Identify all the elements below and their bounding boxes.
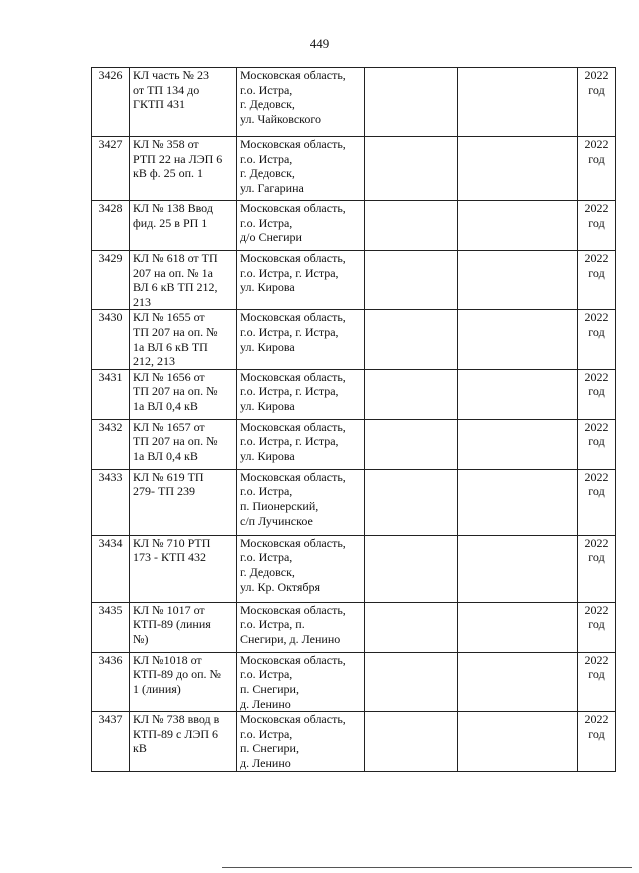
empty-cell [365,201,458,251]
row-number: 3426 [92,68,130,137]
empty-cell [458,369,578,419]
table-row [92,369,616,419]
year-cell: 2022 год [578,68,616,137]
object-address: Московская область, г.о. Истра, г. Истра, ул. Кирова [237,419,365,469]
empty-cell [458,310,578,369]
row-number: 3431 [92,369,130,419]
empty-cell [365,652,458,711]
year-cell: 2022 год [578,310,616,369]
row-number: 3433 [92,469,130,535]
object-address: Московская область, г.о. Истра, п. Пионерский, с/п Лучинское [237,469,365,535]
empty-cell [458,712,578,771]
object-name: КЛ №1018 от КТП-89 до оп. № 1 (линия) [130,652,237,711]
object-name: КЛ № 1655 от ТП 207 на оп. № 1а ВЛ 6 кВ ТП 212, 213 [130,310,237,369]
row-number: 3427 [92,137,130,201]
year-cell: 2022 год [578,602,616,652]
year-cell: 2022 год [578,369,616,419]
empty-cell [365,419,458,469]
table-row [92,251,616,310]
page-number: 449 [309,36,330,51]
row-number: 3434 [92,535,130,602]
object-name: КЛ № 619 ТП 279- ТП 239 [130,469,237,535]
object-address: Московская область, г.о. Истра, г. Истра, ул. Кирова [237,251,365,310]
object-name: КЛ часть № 23 от ТП 134 до ГКТП 431 [130,68,237,137]
empty-cell [365,310,458,369]
object-name: КЛ № 358 от РТП 22 на ЛЭП 6 кВ ф. 25 оп. 1 [130,137,237,201]
object-address: Московская область, г.о. Истра, п. Снегири, д. Ленино [237,602,365,652]
empty-cell [365,602,458,652]
object-address: Московская область, г.о. Истра, п. Снегири, д. Ленино [237,652,365,711]
year-cell: 2022 год [578,419,616,469]
table-row [92,68,616,137]
object-address: Московская область, г.о. Истра, г. Дедовск, ул. Гагарина [237,137,365,201]
row-number: 3429 [92,251,130,310]
table-row [92,201,616,251]
table-row [92,535,616,602]
table-row [92,712,616,771]
row-number: 3436 [92,652,130,711]
table-row [92,137,616,201]
object-name: КЛ № 1656 от ТП 207 на оп. № 1а ВЛ 0,4 кВ [130,369,237,419]
empty-cell [458,535,578,602]
year-cell: 2022 год [578,251,616,310]
row-number: 3430 [92,310,130,369]
empty-cell [458,602,578,652]
table-row [92,469,616,535]
empty-cell [365,369,458,419]
object-name: КЛ № 738 ввод в КТП-89 с ЛЭП 6 кВ [130,712,237,771]
row-number: 3435 [92,602,130,652]
row-number: 3428 [92,201,130,251]
empty-cell [458,652,578,711]
registry-table-body [92,68,616,772]
object-address: Московская область, г.о. Истра, г. Дедовск, ул. Кр. Октября [237,535,365,602]
empty-cell [365,469,458,535]
object-address: Московская область, г.о. Истра, п. Снегири, д. Ленино [237,712,365,771]
empty-cell [458,469,578,535]
table-row [92,310,616,369]
object-name: КЛ № 1017 от КТП-89 (линия №) [130,602,237,652]
object-address: Московская область, г.о. Истра, д/о Снегири [237,201,365,251]
object-name: КЛ № 138 Ввод фид. 25 в РП 1 [130,201,237,251]
object-address: Московская область, г.о. Истра, г. Истра, ул. Кирова [237,369,365,419]
empty-cell [458,251,578,310]
object-address: Московская область, г.о. Истра, г. Истра, ул. Кирова [237,310,365,369]
empty-cell [365,68,458,137]
year-cell: 2022 год [578,652,616,711]
table-row [92,602,616,652]
empty-cell [458,137,578,201]
year-cell: 2022 год [578,201,616,251]
year-cell: 2022 год [578,469,616,535]
empty-cell [458,201,578,251]
year-cell: 2022 год [578,137,616,201]
empty-cell [365,712,458,771]
year-cell: 2022 год [578,712,616,771]
table-row [92,652,616,711]
row-number: 3432 [92,419,130,469]
empty-cell [365,251,458,310]
row-number: 3437 [92,712,130,771]
empty-cell [365,137,458,201]
object-name: КЛ № 710 РТП 173 - КТП 432 [130,535,237,602]
table-row [92,419,616,469]
empty-cell [365,535,458,602]
registry-table [91,67,616,772]
object-name: КЛ № 618 от ТП 207 на оп. № 1а ВЛ 6 кВ ТП 212, 213 [130,251,237,310]
bottom-rule [222,867,632,868]
object-address: Московская область, г.о. Истра, г. Дедовск, ул. Чайковского [237,68,365,137]
empty-cell [458,68,578,137]
object-name: КЛ № 1657 от ТП 207 на оп. № 1а ВЛ 0,4 кВ [130,419,237,469]
empty-cell [458,419,578,469]
year-cell: 2022 год [578,535,616,602]
